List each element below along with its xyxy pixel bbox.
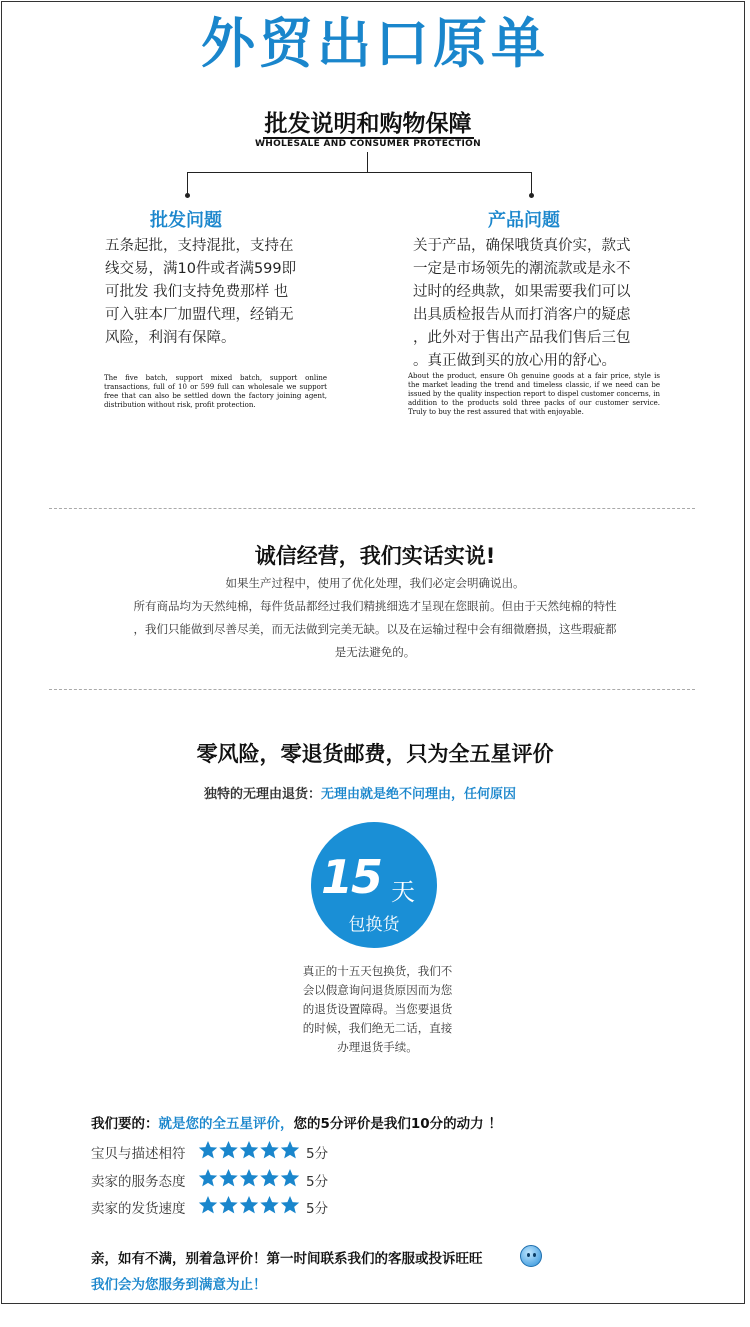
wangwang-eye — [527, 1253, 530, 1257]
wholesale-line: 可批发 我们支持免费那样 也 — [105, 284, 289, 300]
wholesale-text-en: The five batch, support mixed batch, support online transactions, full of 10 or 599 full can wholesale we support free that can also be settled down the factory joining agent, distribution without risk, profit protection. — [104, 374, 327, 409]
wholesale-line: 可入驻本厂加盟代理，经销无 — [105, 307, 294, 323]
rating-request — [91, 1112, 502, 1132]
rating-score: 5分 — [306, 1146, 329, 1162]
returns-line: 会以假意询问退货原因而为您 — [302, 983, 453, 997]
return-badge — [311, 822, 437, 948]
tree-stem — [367, 152, 368, 172]
star-icon — [199, 1141, 217, 1158]
star-icon — [260, 1141, 278, 1158]
star-icon — [219, 1141, 237, 1158]
tree-right-leg — [531, 172, 532, 194]
returns-reason-label: 独特的无理由退货： — [203, 787, 321, 802]
honesty-line: 所有商品均为天然纯棉，每件货品都经过我们精挑细选才呈现在您眼前。但由于天然纯棉的特性 — [133, 599, 617, 613]
star-icon — [219, 1196, 237, 1213]
returns-line: 办理退货手续。 — [337, 1040, 418, 1054]
wholesale-line: 五条起批，支持混批，支持在 — [105, 238, 294, 254]
wangwang-chat-icon[interactable] — [520, 1245, 542, 1267]
star-icon — [199, 1169, 217, 1186]
tree-right-dot — [529, 193, 534, 198]
product-text — [413, 235, 663, 373]
product-line: ，此外对于售出产品我们售后三包 — [413, 330, 631, 346]
honesty-line: ，我们只能做到尽善尽美，而无法做到完美无缺。以及在运输过程中会有细微磨损，这些瑕疵都 — [133, 622, 617, 636]
guarantee-title — [0, 108, 736, 140]
star-icon — [240, 1196, 258, 1213]
guarantee-title-text: 批发说明和购物保障 — [264, 111, 472, 137]
star-icon — [281, 1169, 299, 1186]
wholesale-line: 线交易，满10件或者满599即 — [105, 261, 297, 277]
guarantee-subtitle-en: WHOLESALE AND CONSUMER PROTECTION — [255, 139, 481, 149]
rating-suffix: 您的5分评价是我们10分的动力 ！ — [293, 1116, 502, 1132]
star-icon — [281, 1141, 299, 1158]
tree-left-dot — [185, 193, 190, 198]
badge-number: 15 — [321, 850, 382, 904]
returns-title: 零风险，零退货邮费，只为全五星评价 — [196, 742, 554, 766]
wholesale-title: 批发问题 — [150, 210, 222, 231]
divider — [49, 508, 695, 509]
star-icon — [281, 1196, 299, 1213]
product-line: 一定是市场领先的潮流款或是永不 — [413, 261, 631, 277]
star-icon — [260, 1169, 278, 1186]
rating-score: 5分 — [306, 1201, 329, 1217]
returns-line: 的时候，我们绝无二话，直接 — [302, 1021, 453, 1035]
returns-reason-value: 无理由就是绝不问理由，任何原因 — [321, 787, 517, 802]
product-text-en: About the product, ensure Oh genuine goods at a fair price, style is the market leading the trend and timeless classic, if we need can be issued by the quality inspection report to dispel customer concerns, in addition to the products sold three packs of our customer service. Truly to buy the rest assured that with enjoyable. — [408, 372, 660, 416]
rating-label: 卖家的发货速度 — [91, 1201, 186, 1217]
rating-label: 宝贝与描述相符 — [91, 1146, 186, 1162]
star-icon — [240, 1169, 258, 1186]
footer-promise: 我们会为您服务到满意为止！ — [91, 1277, 267, 1293]
product-line: 出具质检报告从而打消客户的疑虑 — [413, 307, 631, 323]
tree-branch — [187, 172, 532, 173]
honesty-line: 如果生产过程中，使用了优化处理，我们必定会明确说出。 — [225, 576, 525, 590]
star-icon — [240, 1141, 258, 1158]
returns-reason — [0, 783, 720, 802]
rating-stars — [198, 1167, 300, 1189]
divider — [49, 689, 695, 690]
badge-unit: 天 — [391, 878, 415, 906]
wangwang-eye — [533, 1253, 536, 1257]
badge-subtitle: 包换货 — [348, 915, 400, 935]
rating-stars — [198, 1194, 300, 1216]
wholesale-text — [105, 235, 330, 350]
rating-label: 卖家的服务态度 — [91, 1174, 186, 1190]
rating-stars — [198, 1139, 300, 1161]
product-title: 产品问题 — [488, 210, 560, 231]
returns-line: 真正的十五天包换货，我们不 — [302, 964, 453, 978]
product-line: 关于产品，确保哦货真价实，款式 — [413, 238, 631, 254]
returns-line: 的退货设置障碍。当您要退货 — [302, 1002, 453, 1016]
footer-contact: 亲，如有不满，别着急评价！第一时间联系我们的客服或投诉旺旺 — [91, 1251, 483, 1267]
tree-left-leg — [187, 172, 188, 194]
rating-prefix: 我们要的： — [91, 1116, 159, 1132]
page-title: 外贸出口原单 — [201, 12, 549, 75]
star-icon — [199, 1196, 217, 1213]
honesty-line: 是无法避免的。 — [334, 645, 416, 659]
honesty-title: 诚信经营，我们实话实说! — [254, 544, 496, 568]
returns-description — [290, 962, 465, 1057]
rating-highlight: 就是您的全五星评价， — [158, 1116, 294, 1132]
product-line: 过时的经典款，如果需要我们可以 — [413, 284, 631, 300]
star-icon — [219, 1169, 237, 1186]
star-icon — [260, 1196, 278, 1213]
product-line: 。真正做到买的放心用的舒心。 — [413, 353, 616, 369]
honesty-text — [0, 572, 750, 664]
wholesale-line: 风险，利润有保障。 — [105, 330, 236, 346]
rating-score: 5分 — [306, 1174, 329, 1190]
